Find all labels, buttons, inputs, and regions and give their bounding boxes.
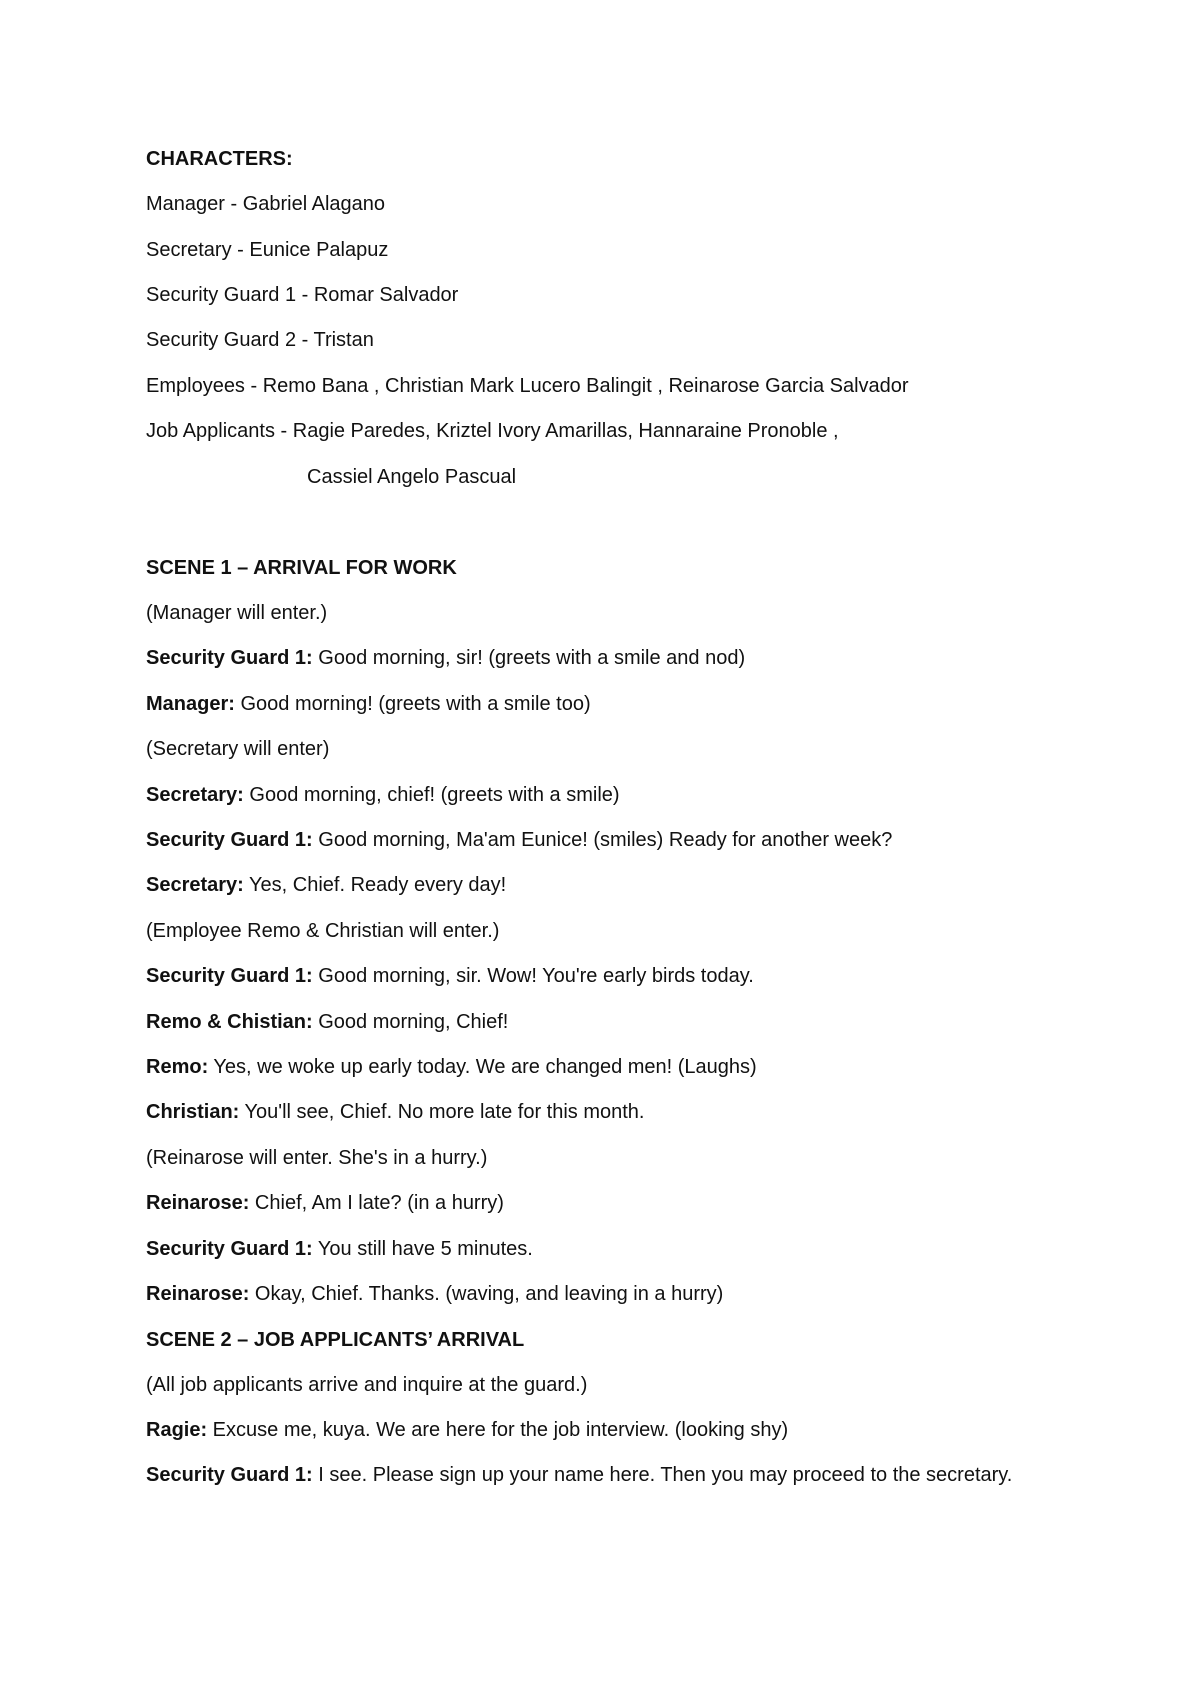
- speaker: Secretary:: [146, 874, 244, 896]
- script-line: [146, 919, 499, 943]
- character-guard2: Security Guard 2 - Tristan: [146, 329, 374, 351]
- speaker: Security Guard 1:: [146, 965, 313, 987]
- dialogue: You'll see, Chief. No more late for this month.: [239, 1101, 645, 1123]
- dialogue: Good morning, Chief!: [312, 1011, 509, 1033]
- script-line: [146, 737, 329, 761]
- dialogue: Good morning, sir. Wow! You're early birds today.: [312, 965, 754, 987]
- dialogue: Good morning! (greets with a smile too): [234, 693, 591, 715]
- character-guard1: Security Guard 1 - Romar Salvador: [146, 284, 459, 306]
- speaker: Security Guard 1:: [146, 1464, 313, 1486]
- script-line: [146, 964, 754, 988]
- speaker: Secretary:: [146, 784, 244, 806]
- speaker: Security Guard 1:: [146, 1238, 313, 1260]
- script-line: [146, 1461, 1060, 1490]
- script-line: [146, 783, 620, 807]
- dialogue: Chief, Am I late? (in a hurry): [249, 1192, 504, 1214]
- direction-text: (Reinarose will enter. She's in a hurry.): [146, 1147, 488, 1169]
- character-applicants-cont: Cassiel Angelo Pascual: [307, 466, 517, 488]
- direction-text: (Employee Remo & Christian will enter.): [146, 920, 500, 942]
- dialogue: Yes, Chief. Ready every day!: [243, 874, 507, 896]
- character-secretary: Secretary - Eunice Palapuz: [146, 239, 389, 261]
- script-line: [146, 1055, 757, 1079]
- speaker: Remo:: [146, 1056, 209, 1078]
- script-line: [146, 1373, 587, 1397]
- direction-text: (All job applicants arrive and inquire at the guard.): [146, 1374, 588, 1396]
- script-line: [146, 1237, 533, 1261]
- script-line: [146, 692, 591, 716]
- script-line: [146, 646, 745, 670]
- script-line: [146, 601, 327, 625]
- scene1-heading: SCENE 1 – ARRIVAL FOR WORK: [146, 557, 457, 579]
- dialogue: Good morning, chief! (greets with a smile): [243, 784, 620, 806]
- speaker: Reinarose:: [146, 1283, 250, 1305]
- dialogue: You still have 5 minutes.: [312, 1238, 533, 1260]
- speaker: Security Guard 1:: [146, 647, 313, 669]
- script-line: [146, 828, 892, 852]
- script-line: [146, 1010, 508, 1034]
- speaker: Ragie:: [146, 1419, 208, 1441]
- scene2-heading: SCENE 2 – JOB APPLICANTS’ ARRIVAL: [146, 1329, 525, 1351]
- dialogue: Yes, we woke up early today. We are changed men! (Laughs): [208, 1056, 757, 1078]
- speaker: Manager:: [146, 693, 235, 715]
- direction-text: (Secretary will enter): [146, 738, 330, 760]
- dialogue: Good morning, sir! (greets with a smile and nod): [312, 647, 746, 669]
- dialogue: I see. Please sign up your name here. Then you may proceed to the secretary.: [312, 1464, 1013, 1486]
- script-line: [146, 1100, 644, 1124]
- direction-text: (Manager will enter.): [146, 602, 328, 624]
- character-employees: Employees - Remo Bana , Christian Mark Lucero Balingit , Reinarose Garcia Salvador: [146, 375, 909, 397]
- speaker: Christian:: [146, 1101, 240, 1123]
- dialogue: Excuse me, kuya. We are here for the job interview. (looking shy): [207, 1419, 789, 1441]
- dialogue: Good morning, Ma'am Eunice! (smiles) Ready for another week?: [312, 829, 893, 851]
- script-line: [146, 1146, 487, 1170]
- script-line: [146, 873, 506, 897]
- script-line: [146, 1191, 504, 1215]
- dialogue: Okay, Chief. Thanks. (waving, and leaving in a hurry): [249, 1283, 724, 1305]
- speaker: Security Guard 1:: [146, 829, 313, 851]
- script-line: [146, 1418, 788, 1442]
- speaker: Reinarose:: [146, 1192, 250, 1214]
- character-applicants: Job Applicants - Ragie Paredes, Kriztel Ivory Amarillas, Hannaraine Pronoble ,: [146, 420, 839, 442]
- character-manager: Manager - Gabriel Alagano: [146, 193, 386, 215]
- characters-heading: CHARACTERS:: [146, 148, 293, 170]
- speaker: Remo & Chistian:: [146, 1011, 313, 1033]
- script-line: [146, 1282, 723, 1306]
